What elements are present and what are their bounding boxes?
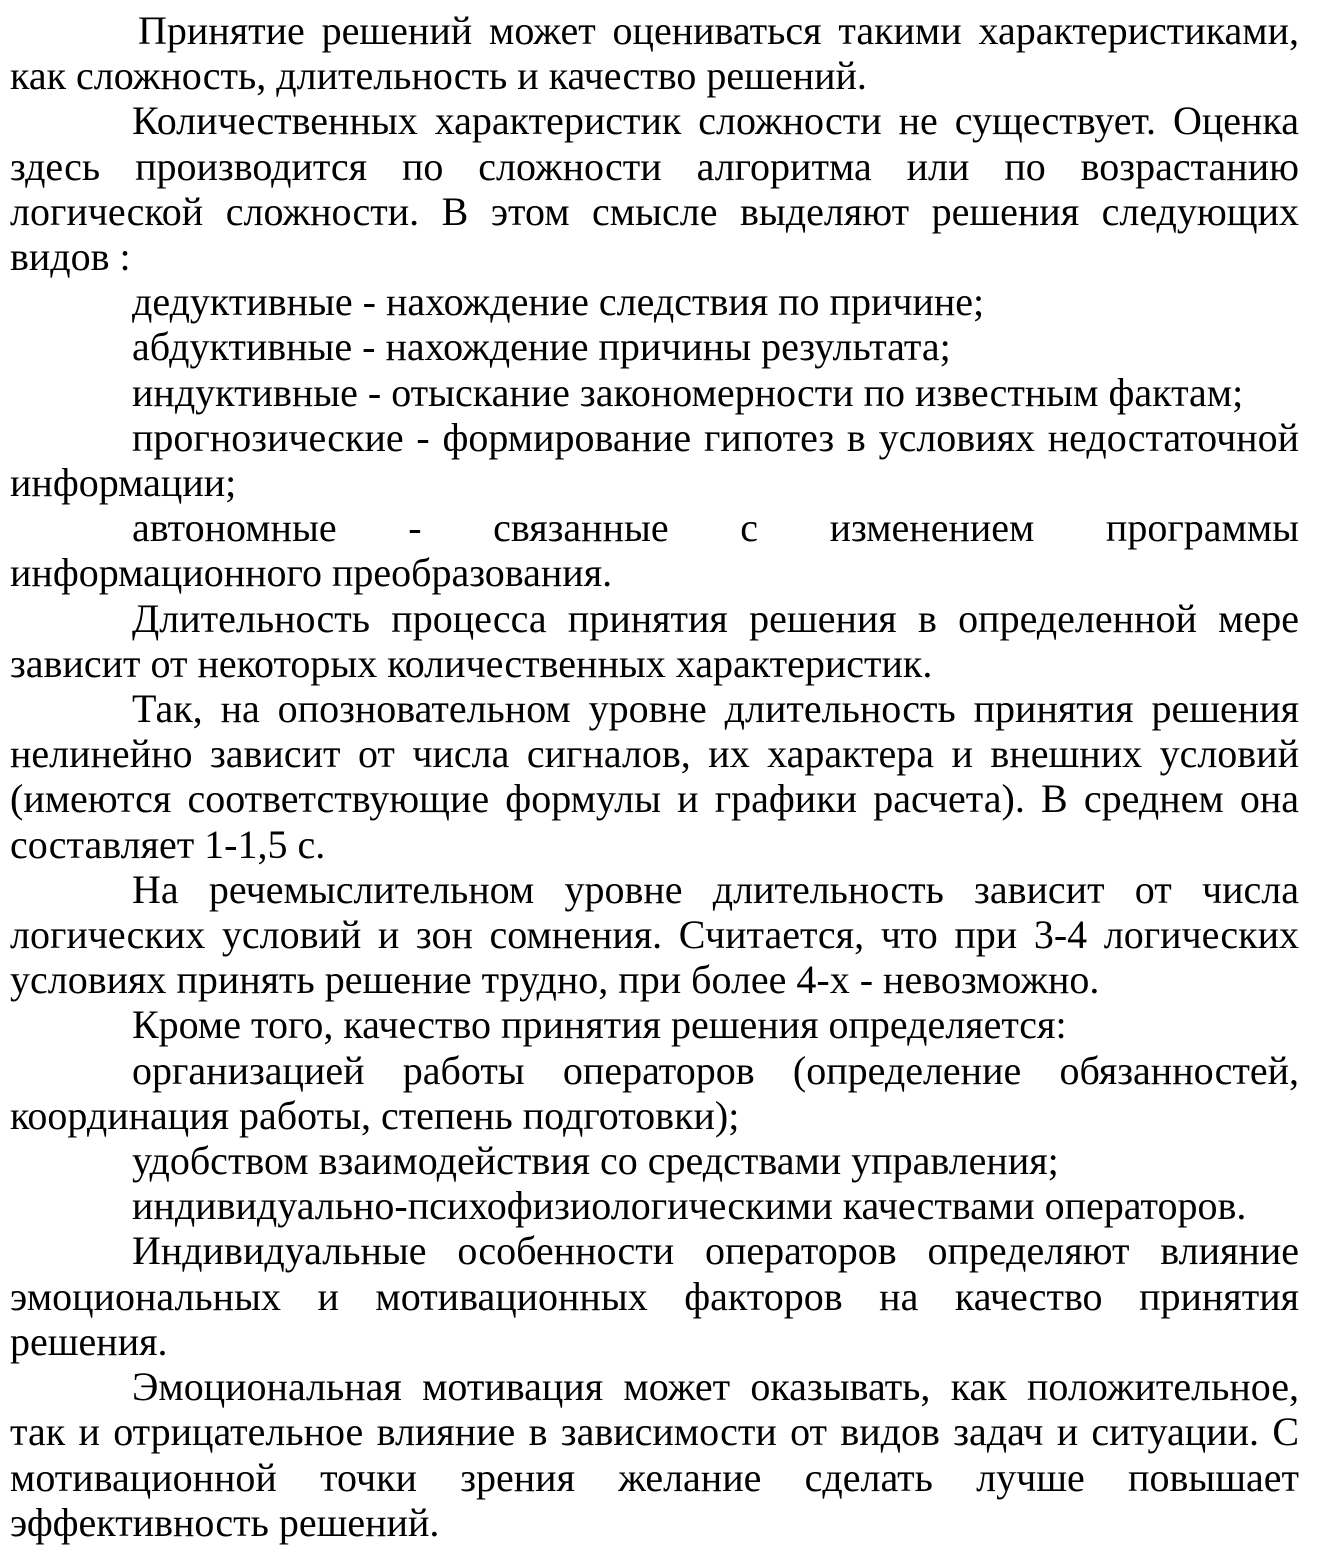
paragraph-emotional-motivation: Эмоциональная мотивация может оказывать, как положительное, так и отрицательное влияние в зависимости от видов задач и ситуации. С мотивационной точки зрения желание сделать лучше повышает эффективность решений. <box>10 1364 1299 1545</box>
paragraph-duration: Длительность процесса принятия решения в определенной мере зависит от некоторых количественных характеристик. <box>10 595 1299 686</box>
list-item-abductive: абдуктивные - нахождение причины результата; <box>132 324 951 370</box>
paragraph-complexity: Количественных характеристик сложности не существует. Оценка здесь производится по сложности алгоритма или по возрастанию логической сложности. В этом смысле выделяют решения следующих видов : <box>10 98 1299 280</box>
paragraph-recognition-level: Так, на опозновательном уровне длительность принятия решения нелинейно зависит от числа сигналов, их характера и внешних условий (имеются соответствующие формулы и графики расчета). В среднем она составляет 1-1,5 с. <box>10 686 1299 867</box>
list-item-individual-qualities: индивидуально-психофизиологическими качествами операторов. <box>132 1183 1247 1229</box>
paragraph-intro: Принятие решений может оцениваться такими характеристиками, как сложность, длительность и качество решений. <box>10 8 1299 99</box>
paragraph-speech-thinking-level: На речемыслительном уровне длительность зависит от числа логических условий и зон сомнения. Считается, что при 3-4 логических условиях принять решение трудно, при более 4-х - невозможно. <box>10 866 1299 1003</box>
list-item-prognostic: прогнозические - формирование гипотез в условиях недостаточной информации; <box>10 414 1299 506</box>
list-item-organization: организацией работы операторов (определение обязанностей, координация работы, степень подготовки); <box>10 1047 1299 1138</box>
paragraph-quality-intro: Кроме того, качество принятия решения определяется: <box>132 1002 1067 1048</box>
list-item-deductive: дедуктивные - нахождение следствия по причине; <box>132 279 985 325</box>
list-item-inductive: индуктивные - отыскание закономерности по известным фактам; <box>132 369 1244 415</box>
list-item-autonomous: автономные - связанные с изменением программы информационного преобразования. <box>10 505 1299 596</box>
paragraph-individual-features: Индивидуальные особенности операторов определяют влияние эмоциональных и мотивационных факторов на качество принятия решения. <box>10 1228 1299 1364</box>
list-item-convenience: удобством взаимодействия со средствами управления; <box>132 1138 1059 1184</box>
